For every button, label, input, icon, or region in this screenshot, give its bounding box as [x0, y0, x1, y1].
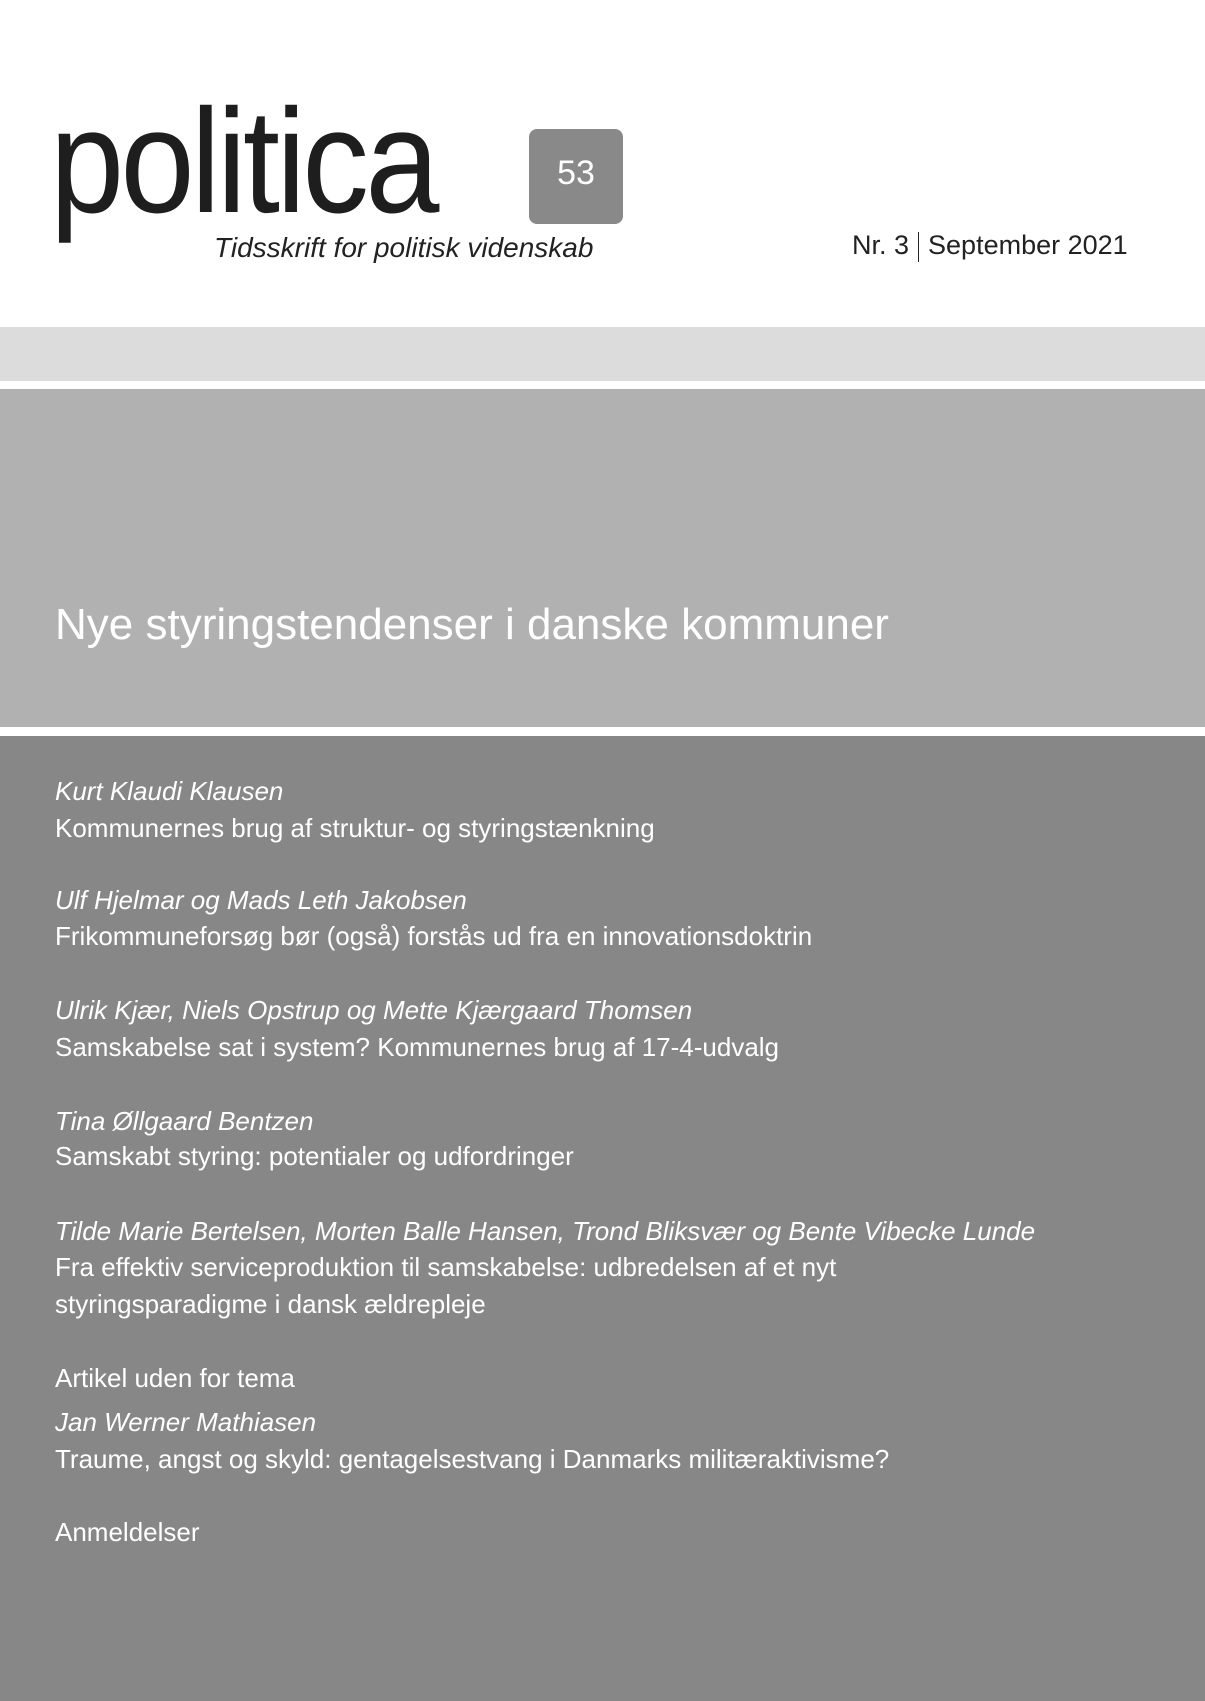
article-authors: Jan Werner Mathiasen — [55, 1407, 317, 1437]
reviews-label: Anmeldelser — [55, 1517, 200, 1547]
theme-title: Nye styringstendenser i danske kommuner — [55, 600, 889, 649]
article-title: styringsparadigme i dansk ældrepleje — [55, 1289, 486, 1319]
article-authors: Ulrik Kjær, Niels Opstrup og Mette Kjærgaard Thomsen — [55, 995, 693, 1025]
issue-date: September 2021 — [928, 230, 1128, 260]
decorative-band — [0, 327, 1205, 381]
article-authors: Tina Øllgaard Bentzen — [55, 1106, 314, 1136]
article-title: Samskabelse sat i system? Kommunernes brug af 17-4-udvalg — [55, 1032, 780, 1062]
issue-info — [852, 230, 1128, 262]
article-title: Fra effektiv serviceproduktion til samskabelse: udbredelsen af et nyt — [55, 1252, 837, 1282]
issue-number: Nr. 3 — [852, 230, 910, 260]
theme-band — [0, 389, 1205, 727]
volume-badge: 53 — [529, 129, 623, 224]
article-authors: Tilde Marie Bertelsen, Morten Balle Hansen, Trond Bliksvær og Bente Vibecke Lunde — [55, 1216, 1036, 1246]
article-title: Kommunernes brug af struktur- og styringstænkning — [55, 813, 655, 843]
separator — [918, 232, 919, 262]
article-authors: Kurt Klaudi Klausen — [55, 776, 284, 806]
article-title: Traume, angst og skyld: gentagelsestvang i Danmarks militæraktivisme? — [55, 1444, 890, 1474]
article-authors: Ulf Hjelmar og Mads Leth Jakobsen — [55, 885, 467, 915]
journal-logo: politica — [50, 79, 436, 244]
journal-subtitle: Tidsskrift for politisk videnskab — [214, 232, 594, 263]
section-label: Artikel uden for tema — [55, 1363, 295, 1393]
article-title: Frikommuneforsøg bør (også) forstås ud fra en innovationsdoktrin — [55, 921, 813, 951]
article-title: Samskabt styring: potentialer og udfordringer — [55, 1141, 574, 1171]
